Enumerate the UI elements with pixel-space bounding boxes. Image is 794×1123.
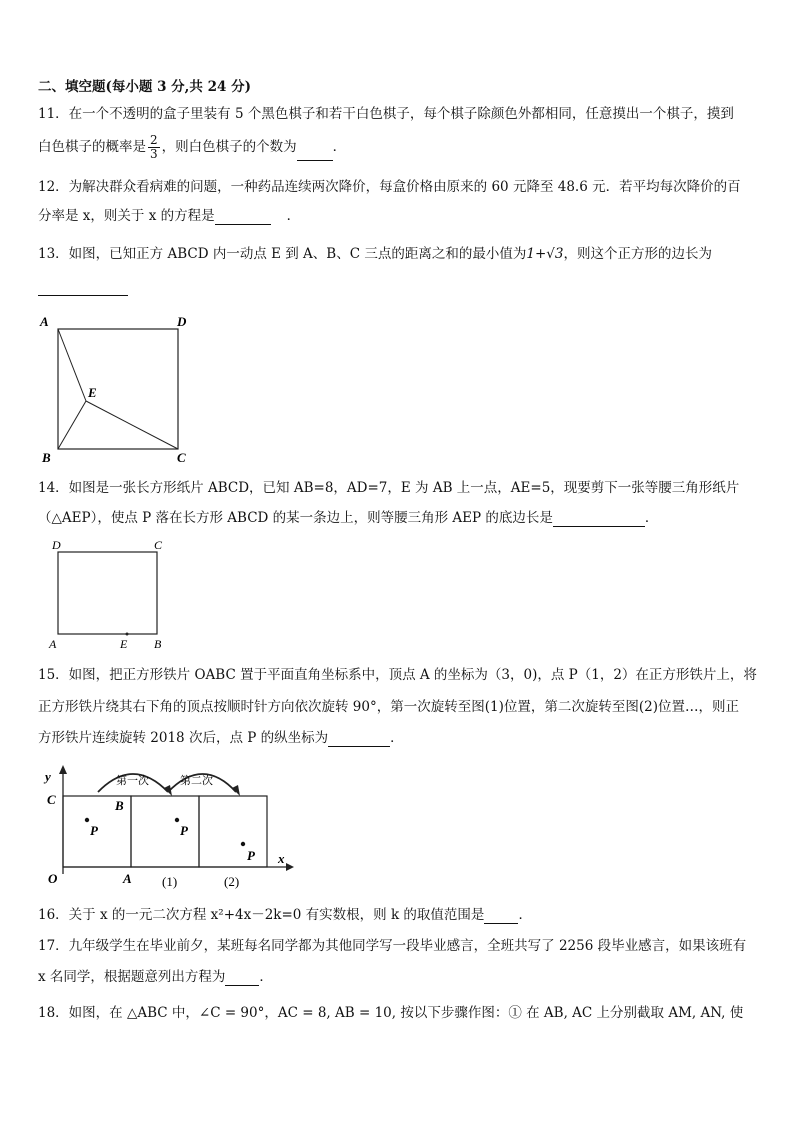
segment-ae	[58, 329, 86, 401]
q15-line1: 15．如图，把正方形铁片 OABC 置于平面直角坐标系中，顶点 A 的坐标为（3，0)，点 P（1，2）在正方形铁片上，将	[38, 667, 757, 683]
q18-line1: 18．如图，在 △ABC 中，∠C = 90°，AC = 8, AB = 10, 按以下步骤作图：① 在 AB, AC 上分别截取 AM, AN, 使	[38, 1005, 744, 1021]
q13-text-b: ，则这个正方形的边长为	[563, 246, 712, 262]
q14-text-a: （△AEP），使点 P 落在长方形 ABCD 的某一条边上，则等腰三角形 AEP 的底边长是	[38, 510, 553, 526]
label-p-position-2: P	[247, 848, 255, 863]
label-a: A	[49, 637, 57, 651]
label-d: D	[52, 538, 61, 552]
label-o: O	[48, 871, 58, 886]
q15-rotation-figure	[38, 762, 298, 892]
q16-answer-blank[interactable]	[484, 909, 518, 924]
y-axis-arrow	[59, 765, 67, 774]
q14-end: ．	[644, 510, 659, 526]
q17-line1: 17．九年级学生在毕业前夕，某班每名同学都为其他同学写一段毕业感言，全班共写了 2256 段毕业感言，如果该班有	[38, 938, 747, 954]
q17-text-a: x 名同学，根据题意列出方程为	[38, 969, 226, 985]
first-rotation-label: 第一次	[116, 775, 149, 787]
q16-end: ．	[518, 907, 532, 923]
q13-expression: 1+√3	[526, 246, 564, 262]
point-e	[126, 633, 129, 636]
q15-line2: 正方形铁片绕其右下角的顶点按顺时针方向依次旋转 90°，第一次旋转至图(1)位置，第二次旋转至图(2)位置…，则正	[38, 699, 739, 715]
q15-answer-blank[interactable]	[328, 732, 390, 747]
label-b: B	[115, 798, 124, 813]
q11-fraction	[148, 134, 160, 161]
square-position-1	[131, 796, 199, 867]
q11-end: ．	[332, 139, 347, 155]
rotation-arrow-1	[164, 785, 172, 796]
rotation-arrow-2	[232, 785, 240, 796]
q17-line2	[38, 968, 273, 986]
square-abcd	[58, 329, 178, 449]
q15-end: ．	[390, 730, 404, 746]
label-e: E	[120, 637, 128, 651]
q12-text-a: 分率是 x，则关于 x 的方程是	[38, 208, 215, 224]
segment-ce	[86, 401, 178, 449]
q14-line1: 14．如图是一张长方形纸片 ABCD，已知 AB=8，AD=7，E 为 AB 上一点，AE=5，现要剪下一张等腰三角形纸片	[38, 480, 740, 496]
q11-line1: 11．在一个不透明的盒子里装有 5 个黑色棋子和若干白色棋子，每个棋子除颜色外都相同，任意摸出一个棋子，摸到	[38, 106, 734, 122]
q12-end: ．	[286, 208, 301, 224]
q13-square-figure	[38, 312, 198, 467]
label-position-2: (2)	[224, 874, 240, 889]
rectangle-abcd	[58, 552, 157, 634]
q14-line2	[38, 509, 658, 527]
q17-end: ．	[259, 969, 273, 985]
q16-line	[38, 906, 532, 924]
point-p-position-2	[241, 842, 245, 846]
label-e: E	[88, 385, 97, 400]
label-c: C	[47, 792, 56, 807]
q14-rectangle-figure	[38, 536, 178, 654]
label-b: B	[42, 450, 51, 465]
q11-frac-num: 2	[150, 133, 158, 147]
label-b: B	[154, 637, 162, 651]
label-p-original: P	[90, 823, 98, 838]
second-rotation-label: 第二次	[180, 775, 213, 787]
q16-text-a: 16．关于 x 的一元二次方程 x²+4x－2k=0 有实数根，则 k 的取值范围是	[38, 907, 485, 923]
label-position-1: (1)	[162, 874, 178, 889]
q13-answer-blank[interactable]	[38, 295, 128, 296]
square-position-2	[199, 796, 267, 867]
q17-answer-blank[interactable]	[225, 971, 259, 986]
q11-line2	[38, 134, 346, 161]
label-d: D	[177, 314, 187, 329]
q15-text-a: 方形铁片连续旋转 2018 次后，点 P 的纵坐标为	[38, 730, 329, 746]
point-p-position-1	[175, 818, 179, 822]
q13-line1	[38, 245, 712, 263]
q12-line1: 12．为解决群众看病难的问题，一种药品连续两次降价，每盒价格由原来的 60 元降至 48.6 元．若平均每次降价的百	[38, 179, 741, 195]
q11-frac-den: 3	[150, 147, 158, 161]
q13-text-a: 13．如图，已知正方 ABCD 内一动点 E 到 A、B、C 三点的距离之和的最小值为	[38, 246, 527, 262]
point-p-original	[85, 818, 89, 822]
q11-text-a: 白色棋子的概率是	[38, 139, 146, 155]
q15-line3	[38, 729, 404, 747]
section-title: 二、填空题(每小题 3 分,共 24 分)	[38, 79, 251, 95]
q12-answer-blank[interactable]	[215, 210, 271, 225]
label-a: A	[40, 314, 49, 329]
label-y: y	[45, 769, 51, 784]
q11-text-b: ，则白色棋子的个数为	[161, 139, 297, 155]
label-x: x	[278, 851, 285, 866]
q11-answer-blank[interactable]	[297, 146, 333, 161]
label-c: C	[154, 538, 163, 552]
q12-line2	[38, 207, 300, 225]
x-axis-arrow	[286, 863, 294, 871]
label-a: A	[123, 871, 132, 886]
label-p-position-1: P	[180, 823, 188, 838]
segment-be	[58, 401, 86, 449]
label-c: C	[177, 450, 186, 465]
q14-answer-blank[interactable]	[553, 512, 645, 527]
